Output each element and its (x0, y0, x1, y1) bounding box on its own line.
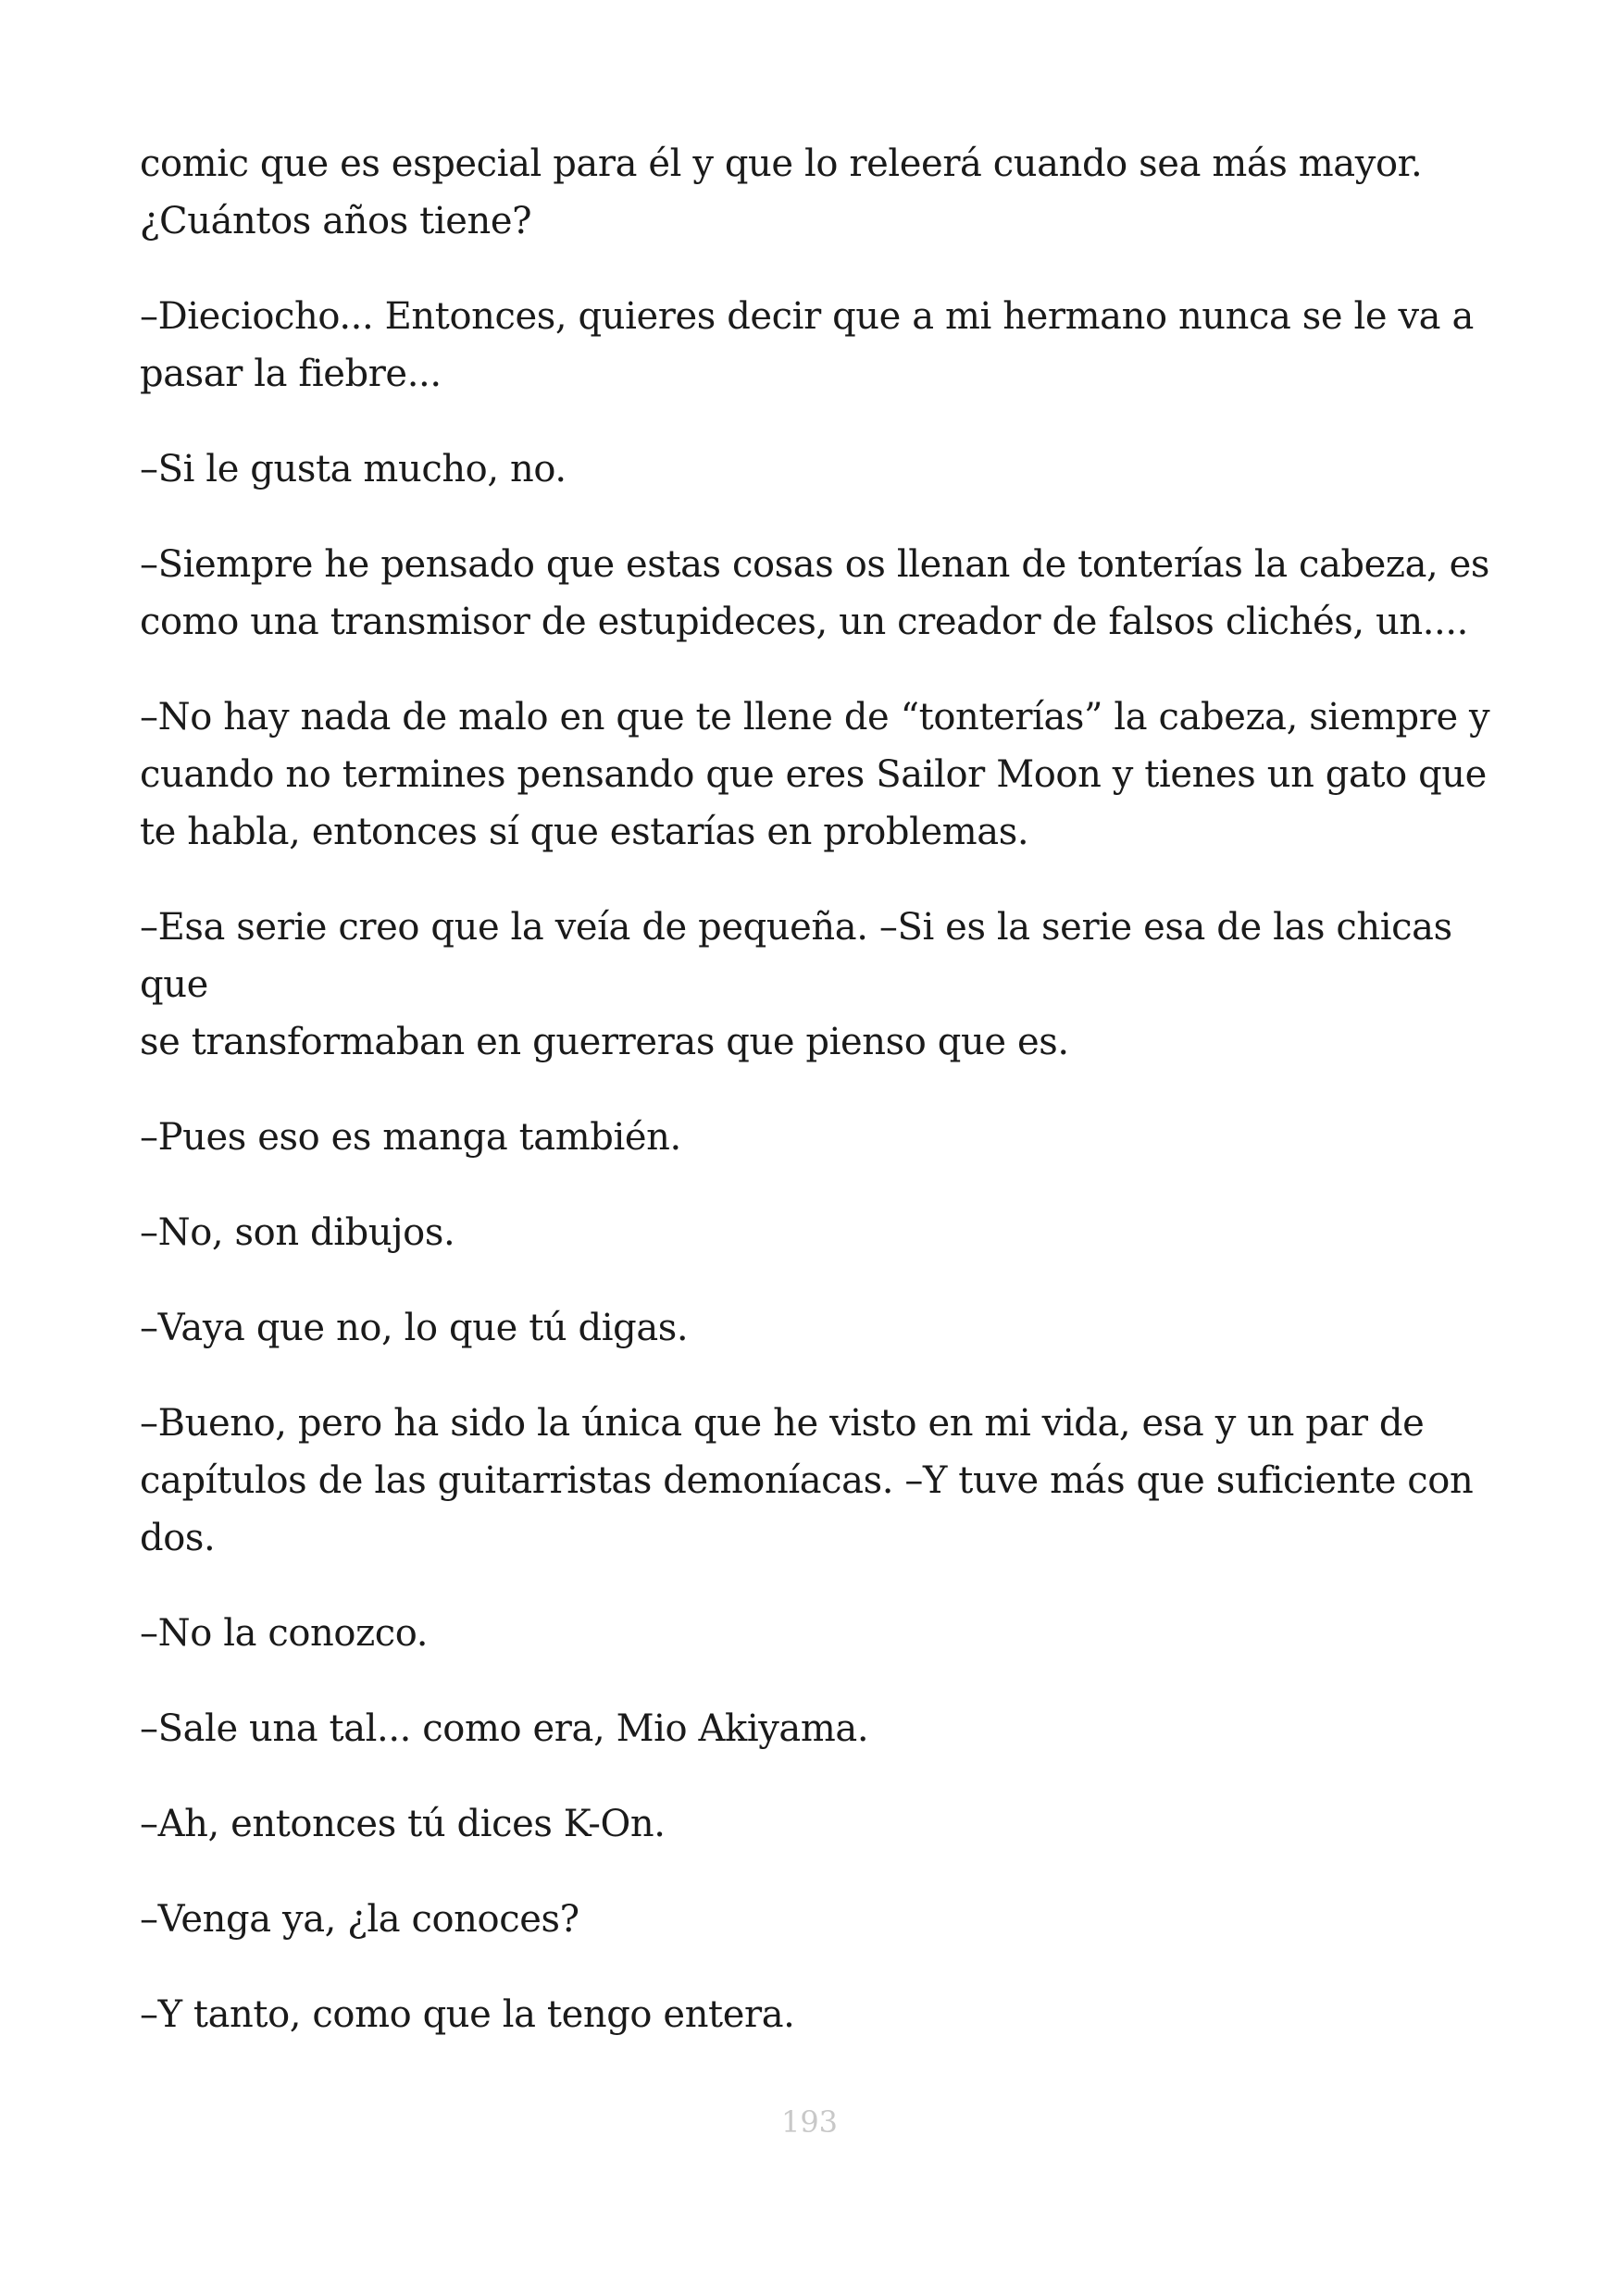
text-line: te habla, entonces sí que estarías en problemas. (140, 811, 1029, 853)
text-line: –Bueno, pero ha sido la única que he visto en mi vida, esa y un par de (140, 1402, 1425, 1445)
text-line: –No hay nada de malo en que te llene de “tonterías” la cabeza, siempre y (140, 696, 1490, 738)
paragraph (140, 441, 1491, 498)
paragraph (140, 1299, 1491, 1357)
text-line: –Sale una tal... como era, Mio Akiyama. (140, 1707, 869, 1750)
text-line: dos. (140, 1517, 216, 1559)
paragraph (140, 1891, 1491, 1948)
text-line: como una transmisor de estupideces, un creador de falsos clichés, un.... (140, 601, 1468, 643)
paragraph (140, 1395, 1491, 1567)
paragraph (140, 288, 1491, 403)
text-line: –Y tanto, como que la tengo entera. (140, 1993, 795, 2036)
page-number: 193 (780, 2104, 839, 2140)
paragraph (140, 1204, 1491, 1261)
text-line: –Venga ya, ¿la conoces? (140, 1898, 579, 1941)
paragraph (140, 1795, 1491, 1853)
text-line: ¿Cuántos años tiene? (140, 200, 532, 242)
paragraph (140, 536, 1491, 651)
text-line: –Dieciocho... Entonces, quieres decir que a mi hermano nunca se le va a (140, 295, 1474, 338)
text-line: –Esa serie creo que la veía de pequeña. –Si es la serie esa de las chicas que (140, 906, 1452, 1006)
text-line: –No, son dibujos. (140, 1211, 455, 1254)
text-line: –Ah, entonces tú dices K-On. (140, 1803, 666, 1845)
paragraph (140, 1986, 1491, 2043)
text-line: –Vaya que no, lo que tú digas. (140, 1307, 689, 1349)
text-line: pasar la fiebre... (140, 353, 442, 395)
paragraph (140, 135, 1491, 250)
text-line: capítulos de las guitarristas demoníacas. –Y tuve más que suficiente con (140, 1459, 1474, 1502)
text-line: –Pues eso es manga también. (140, 1116, 681, 1159)
paragraph (140, 1700, 1491, 1757)
text-line: –Si le gusta mucho, no. (140, 448, 567, 490)
paragraph (140, 1605, 1491, 1662)
text-line: –Siempre he pensado que estas cosas os llenan de tonterías la cabeza, es (140, 543, 1490, 586)
paragraph (140, 689, 1491, 861)
text-line: comic que es especial para él y que lo releerá cuando sea más mayor. (140, 143, 1423, 185)
text-line: cuando no termines pensando que eres Sailor Moon y tienes un gato que (140, 753, 1487, 796)
body-text (140, 135, 1491, 2081)
paragraph (140, 899, 1491, 1071)
text-line: –No la conozco. (140, 1612, 429, 1655)
text-line: se transformaban en guerreras que pienso que es. (140, 1021, 1069, 1063)
paragraph (140, 1109, 1491, 1166)
